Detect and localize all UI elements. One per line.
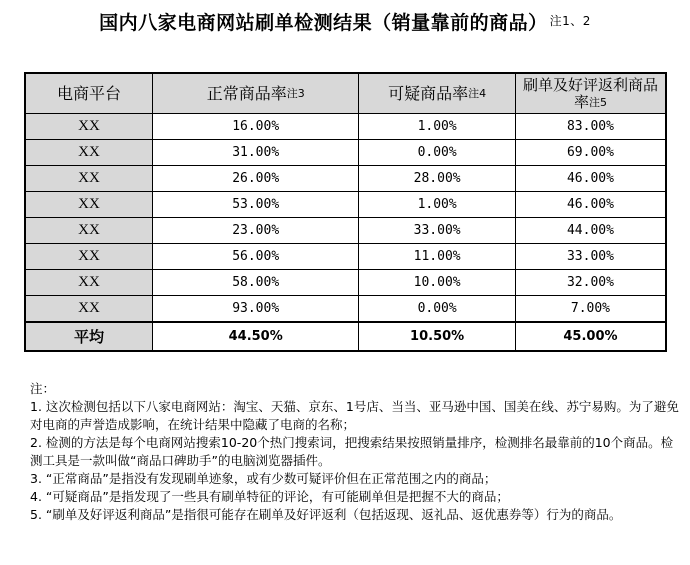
note-item: 3. “正常商品”是指没有发现刷单迹象，或有少数可疑评价但在正常范围之内的商品； [30, 471, 497, 486]
cell-normal-rate: 16.00% [153, 114, 359, 140]
table-header-row [25, 73, 666, 114]
cell-fake-order-rate: 45.00% [515, 322, 666, 351]
table-row [25, 244, 666, 270]
cell-normal-rate: 23.00% [153, 218, 359, 244]
footnote-ref: 注5 [588, 95, 607, 109]
cell-platform: XX [25, 192, 153, 218]
notes-heading: 注： [30, 381, 56, 396]
cell-platform: XX [25, 114, 153, 140]
cell-suspicious-rate: 1.00% [359, 192, 516, 218]
cell-platform: XX [25, 296, 153, 323]
cell-fake-order-rate: 46.00% [515, 192, 666, 218]
cell-fake-order-rate: 44.00% [515, 218, 666, 244]
average-row [25, 322, 666, 351]
cell-normal-rate: 26.00% [153, 166, 359, 192]
cell-suspicious-rate: 10.00% [359, 270, 516, 296]
footnotes [30, 380, 680, 524]
footnote-ref: 注4 [468, 87, 487, 100]
cell-normal-rate: 53.00% [153, 192, 359, 218]
cell-platform: XX [25, 218, 153, 244]
cell-suspicious-rate: 0.00% [359, 140, 516, 166]
cell-suspicious-rate: 28.00% [359, 166, 516, 192]
cell-platform: 平均 [25, 322, 153, 351]
cell-normal-rate: 56.00% [153, 244, 359, 270]
cell-suspicious-rate: 10.50% [359, 322, 516, 351]
header-fake-order-rate: 刷单及好评返利商品率$^{注5}$ [515, 73, 666, 114]
cell-suspicious-rate: 11.00% [359, 244, 516, 270]
header-platform: 电商平台 [25, 73, 153, 114]
cell-suspicious-rate: 0.00% [359, 296, 516, 323]
header-normal-rate: 正常商品率$^{注3}$ [153, 73, 359, 114]
cell-fake-order-rate: 32.00% [515, 270, 666, 296]
note-item: 5. “刷单及好评返利商品”是指很可能存在刷单及好评返利（包括返现、返礼品、返优惠券等）行为的商品。 [30, 507, 622, 522]
cell-normal-rate: 93.00% [153, 296, 359, 323]
cell-suspicious-rate: 33.00% [359, 218, 516, 244]
title-text: 国内八家电商网站刷单检测结果（销量靠前的商品） [99, 12, 548, 34]
title-footnote-ref: 注1、2 [549, 14, 591, 28]
cell-platform: XX [25, 270, 153, 296]
note-item: 2. 检测的方法是每个电商网站搜索10-20个热门搜索词，把搜索结果按照销量排序，检测排名最靠前的10个商品。检测工具是一款叫做“商品口碑助手”的电脑浏览器插件。 [30, 435, 674, 468]
cell-fake-order-rate: 69.00% [515, 140, 666, 166]
note-item: 1. 这次检测包括以下八家电商网站：淘宝、天猫、京东、1号店、当当、亚马逊中国、国美在线、苏宁易购。为了避免对电商的声誉造成影响，在统计结果中隐藏了电商的名称； [30, 399, 679, 432]
table-row [25, 296, 666, 323]
table-row [25, 114, 666, 140]
table-row [25, 140, 666, 166]
page-title [0, 8, 690, 35]
cell-normal-rate: 44.50% [153, 322, 359, 351]
table-row [25, 166, 666, 192]
footnote-ref: 注3 [286, 87, 305, 100]
cell-platform: XX [25, 140, 153, 166]
cell-normal-rate: 31.00% [153, 140, 359, 166]
cell-fake-order-rate: 46.00% [515, 166, 666, 192]
cell-platform: XX [25, 244, 153, 270]
cell-fake-order-rate: 33.00% [515, 244, 666, 270]
cell-fake-order-rate: 7.00% [515, 296, 666, 323]
results-table [24, 72, 667, 352]
cell-platform: XX [25, 166, 153, 192]
header-suspicious-rate: 可疑商品率$^{注4}$ [359, 73, 516, 114]
table-row [25, 192, 666, 218]
table-row [25, 218, 666, 244]
cell-normal-rate: 58.00% [153, 270, 359, 296]
cell-suspicious-rate: 1.00% [359, 114, 516, 140]
cell-fake-order-rate: 83.00% [515, 114, 666, 140]
note-item: 4. “可疑商品”是指发现了一些具有刷单特征的评论，有可能刷单但是把握不大的商品； [30, 489, 509, 504]
table-row [25, 270, 666, 296]
